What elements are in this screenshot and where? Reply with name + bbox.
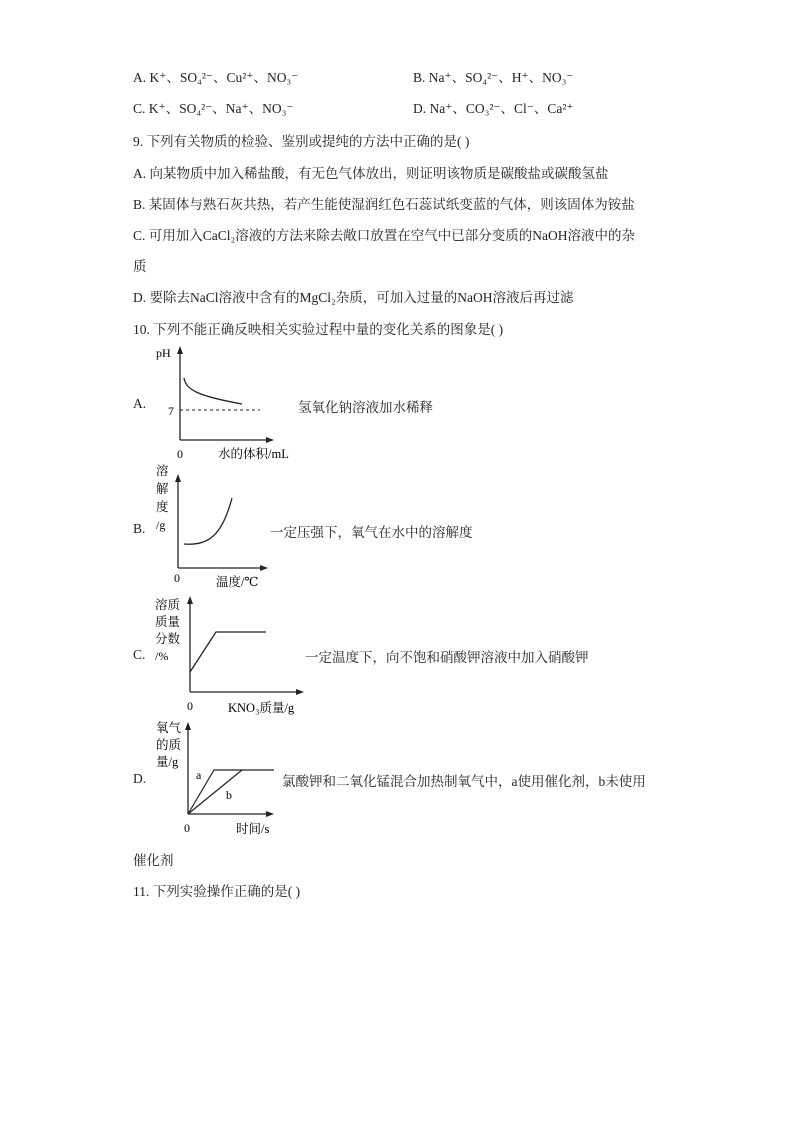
q10-b-description: 一定压强下，氧气在水中的溶解度 bbox=[270, 525, 473, 540]
q10-b-graph bbox=[150, 462, 280, 594]
q10-stem: 10. 下列不能正确反映相关实验过程中量的变化关系的图象是( ) bbox=[133, 322, 504, 337]
y-axis-label-3: 量/g bbox=[156, 755, 179, 769]
origin-label: 0 bbox=[187, 699, 193, 713]
q10-d-graph bbox=[150, 716, 282, 840]
q10-d-description: 氯酸钾和二氧化锰混合加热制氧气中，a使用催化剂，b未使用 bbox=[282, 774, 646, 789]
y-axis-label-1: 溶 bbox=[156, 464, 169, 478]
y-axis-label: pH bbox=[156, 346, 171, 360]
x-axis-label: KNO₃质量/g bbox=[228, 701, 295, 715]
origin-label: 0 bbox=[174, 571, 180, 585]
q10-c-description: 一定温度下，向不饱和硝酸钾溶液中加入硝酸钾 bbox=[305, 650, 589, 665]
y-axis-label-2: 的质 bbox=[156, 738, 182, 752]
origin-label: 0 bbox=[177, 447, 183, 461]
curve-b-label: b bbox=[226, 788, 232, 802]
y-axis-arrow bbox=[185, 722, 191, 730]
x-axis-label: 温度/℃ bbox=[216, 575, 259, 589]
q10-a-description: 氢氧化钠溶液加水稀释 bbox=[298, 400, 433, 415]
q10-a-graph bbox=[150, 340, 289, 465]
q11-stem: 11. 下列实验操作正确的是( ) bbox=[133, 884, 301, 899]
ph7-label: 7 bbox=[168, 404, 174, 418]
x-axis-arrow bbox=[296, 689, 304, 695]
x-axis-arrow bbox=[266, 437, 274, 443]
ph-curve bbox=[184, 378, 242, 404]
y-axis-label-4: /g bbox=[156, 518, 166, 532]
q8-option-b: B. Na⁺、SO₄²⁻、H⁺、NO₃⁻ bbox=[413, 70, 574, 85]
q10-b-letter: B. bbox=[133, 521, 146, 536]
x-axis-label: 水的体积/mL bbox=[218, 447, 289, 461]
y-axis-label-1: 氧气 bbox=[156, 721, 182, 735]
q9-stem: 9. 下列有关物质的检验、鉴别或提纯的方法中正确的是( ) bbox=[133, 134, 470, 149]
q10-c-letter: C. bbox=[133, 647, 146, 662]
y-axis-arrow bbox=[175, 474, 181, 482]
mass-fraction-line bbox=[190, 632, 266, 672]
q9-option-c: C. 可用加入CaCl₂溶液的方法来除去敞口放置在空气中已部分变质的NaOH溶液中的杂 bbox=[133, 228, 635, 243]
y-axis-label-4: /% bbox=[155, 649, 169, 663]
y-axis-label-2: 解 bbox=[156, 482, 169, 496]
q8-option-d: D. Na⁺、CO₃²⁻、Cl⁻、Ca²⁺ bbox=[413, 101, 574, 116]
curve-a-label: a bbox=[196, 768, 202, 782]
y-axis-label-1: 溶质 bbox=[155, 598, 181, 612]
y-axis-label-3: 分数 bbox=[155, 632, 181, 646]
y-axis-label-3: 度 bbox=[156, 500, 169, 514]
q10-a-letter: A. bbox=[133, 396, 147, 411]
x-axis-label: 时间/s bbox=[236, 822, 270, 836]
q9-option-c-continued: 质 bbox=[133, 259, 147, 274]
solubility-curve bbox=[184, 498, 232, 544]
y-axis-arrow bbox=[177, 346, 183, 354]
q10-d-letter: D. bbox=[133, 771, 147, 786]
y-axis-label-2: 质量 bbox=[155, 615, 181, 629]
q9-option-d: D. 要除去NaCl溶液中含有的MgCl₂杂质，可加入过量的NaOH溶液后再过滤 bbox=[133, 290, 574, 305]
q9-option-b: B. 某固体与熟石灰共热，若产生能使湿润红色石蕊试纸变蓝的气体，则该固体为铵盐 bbox=[133, 197, 635, 212]
q9-option-a: A. 向某物质中加入稀盐酸，有无色气体放出，则证明该物质是碳酸盐或碳酸氢盐 bbox=[133, 166, 609, 181]
origin-label: 0 bbox=[184, 821, 190, 835]
q10-c-graph bbox=[150, 592, 310, 720]
y-axis-arrow bbox=[187, 596, 193, 604]
x-axis-arrow bbox=[266, 811, 274, 817]
q10-d-description-continued: 催化剂 bbox=[133, 853, 174, 868]
q8-option-c: C. K⁺、SO₄²⁻、Na⁺、NO₃⁻ bbox=[133, 101, 294, 116]
q8-option-a: A. K⁺、SO₄²⁻、Cu²⁺、NO₃⁻ bbox=[133, 70, 299, 85]
x-axis-arrow bbox=[260, 565, 268, 571]
